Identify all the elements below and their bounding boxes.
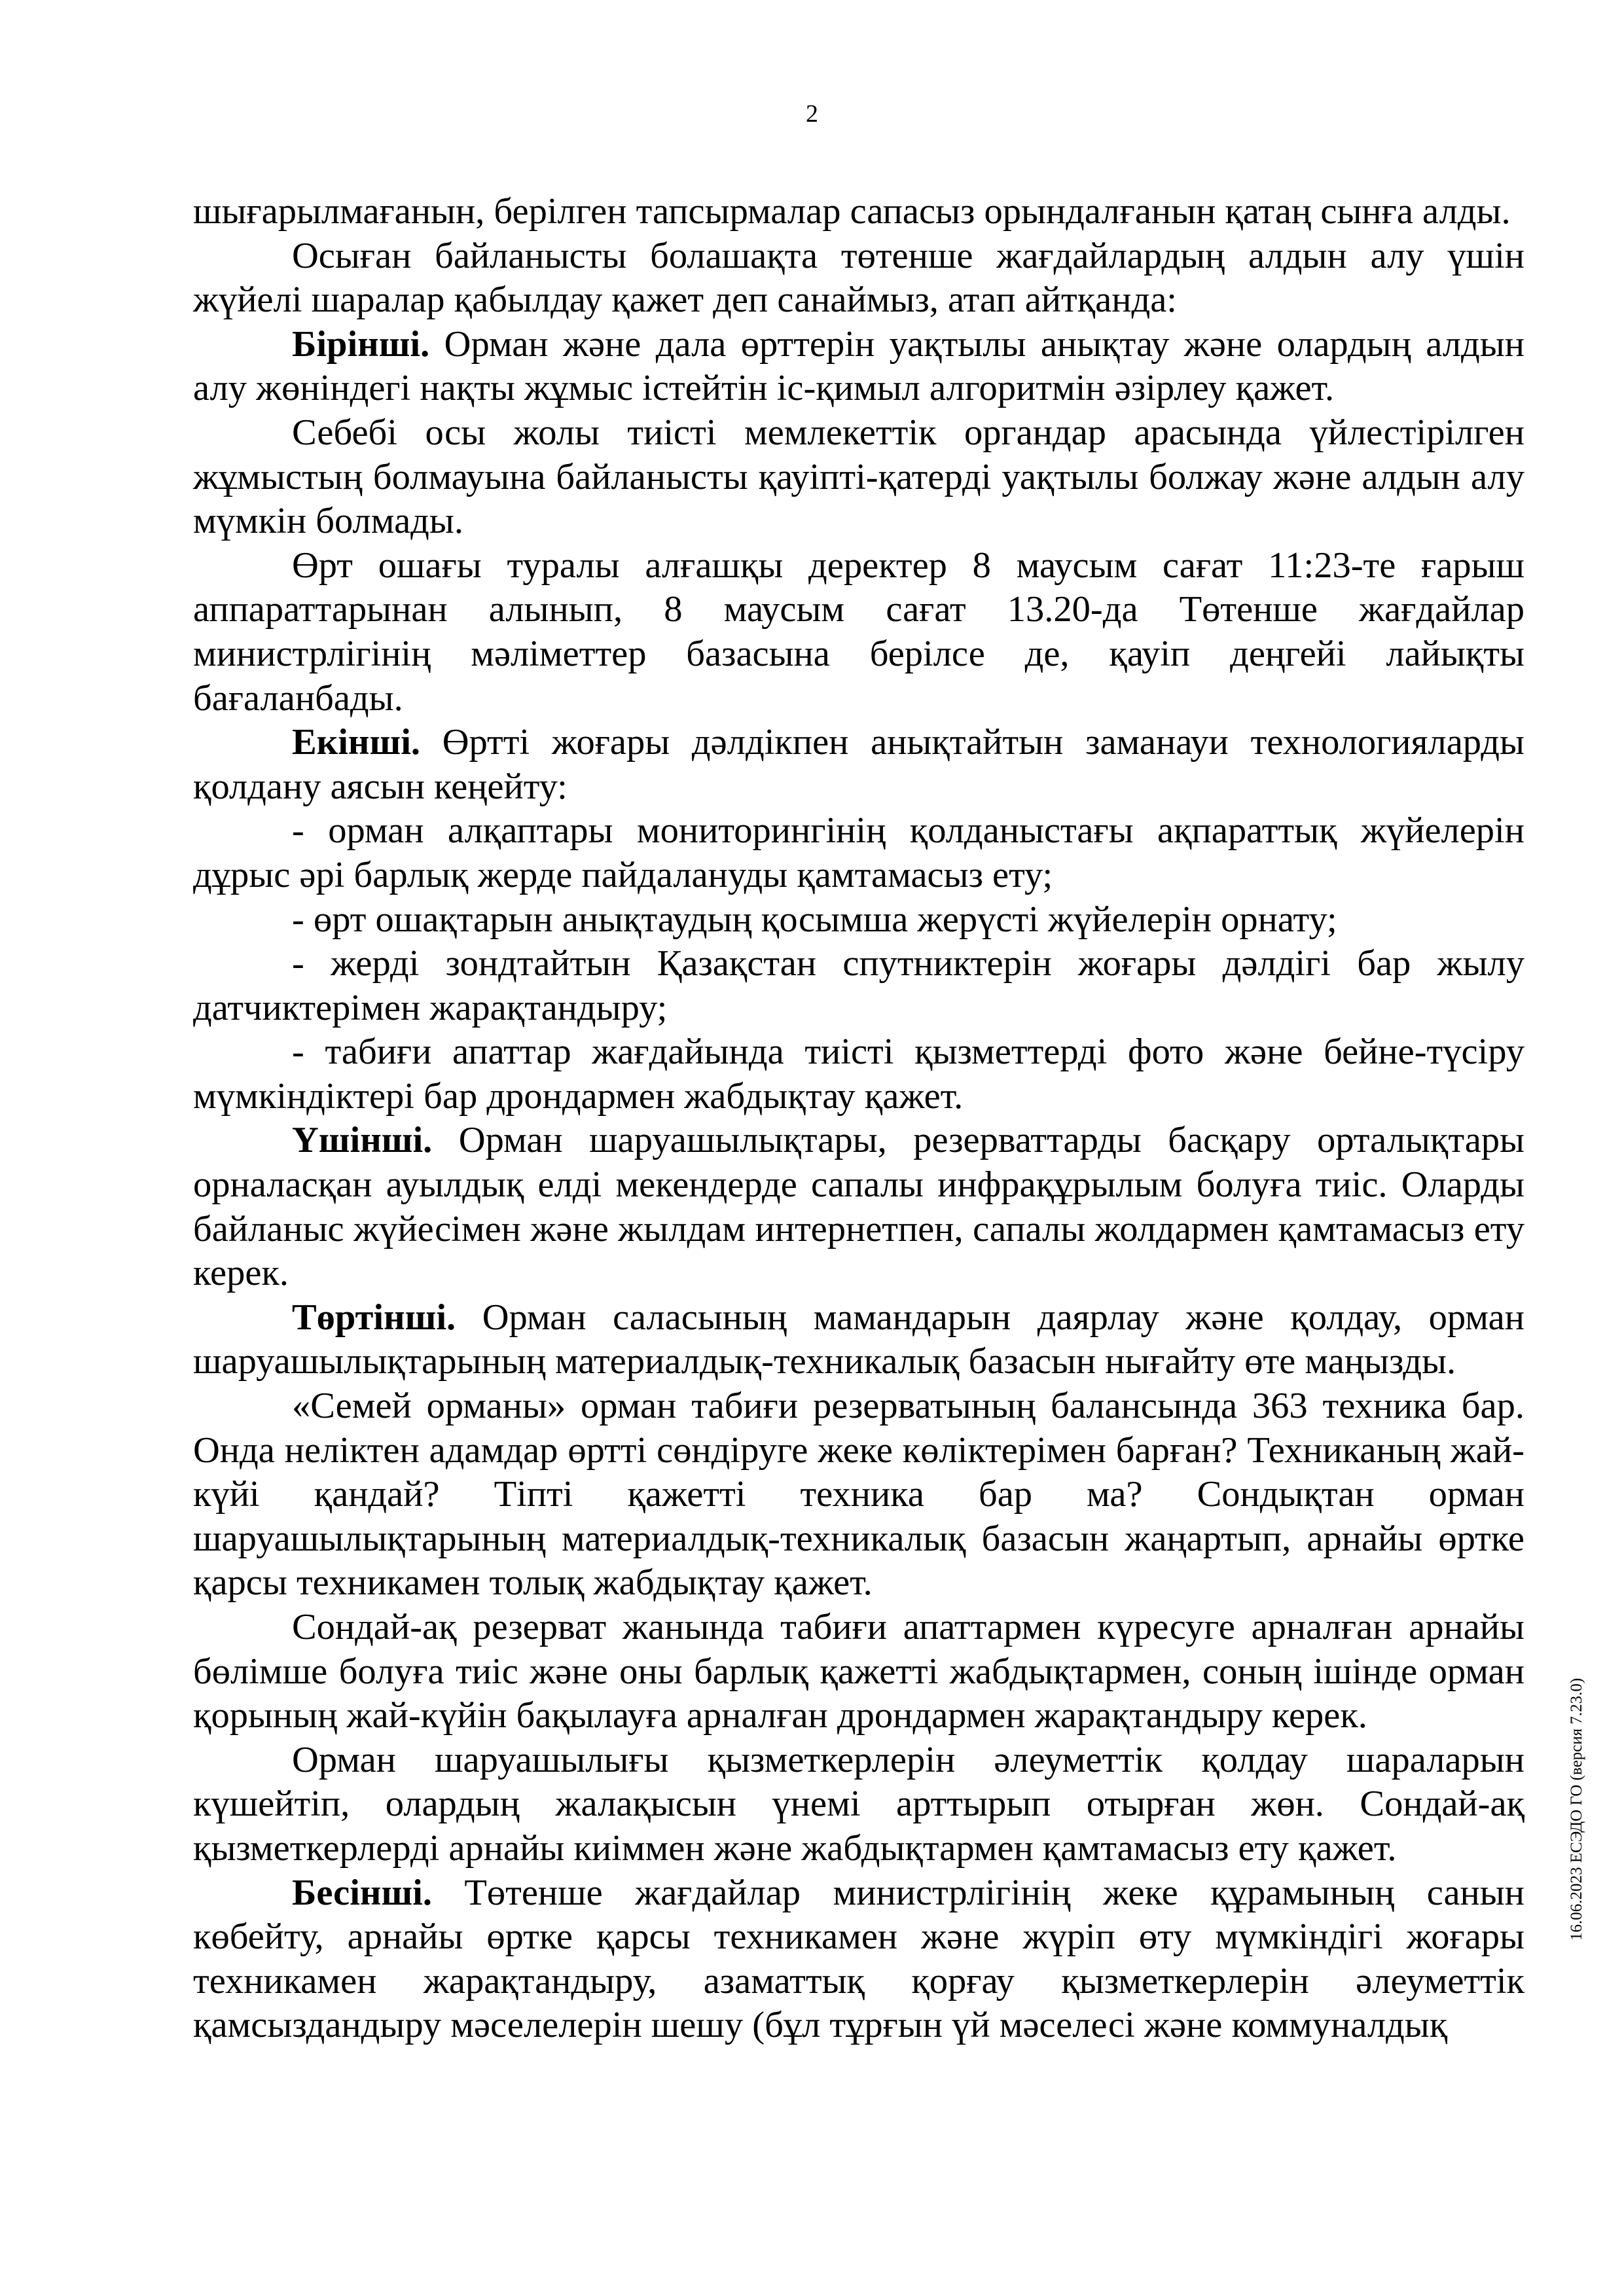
section-heading: Үшінші. [292, 1120, 433, 1161]
paragraph: Бесінші. Төтенше жағдайлар министрлігінің жеке құрамының санын көбейту, арнайы өртке қарсы техникамен және жүріп өту мүмкіндігі жоғары техникамен жарақтандыру, азаматтық қорғау қызметкерлерін әлеуметтік қамсыздандыру мәселелерін шешу (бұл тұрғын үй мәселесі және коммуналдық [193, 1872, 1525, 2046]
registration-stamp: 16.06.2023 ЕСЭДО ГО (версия 7.23.0) [1568, 1677, 1585, 1941]
paragraph: Бірінші. Орман және дала өрттерін уақтылы анықтау және олардың алдын алу жөніндегі нақты жұмыс істейтін іс-қимыл алгоритмін әзірлеу қажет. [193, 323, 1525, 409]
paragraph: Өрт ошағы туралы алғашқы деректер 8 маусым сағат 11:23-те ғарыш аппараттарынан алынып, 8 маусым сағат 13.20-да Төтенше жағдайлар министрлігінің мәліметтер базасына берілсе де, қауіп деңгейі лайықты бағаланбады. [193, 545, 1525, 719]
list-item: - орман алқаптары мониторингінің қолданыстағы ақпараттық жүйелерін дұрыс әрі барлық жерде пайдалануды қамтамасыз ету; [193, 810, 1525, 895]
paragraph: Себебі осы жолы тиісті мемлекеттік органдар арасында үйлестірілген жұмыстың болмауына байланысты қауіпті-қатерді уақтылы болжау және алдын алу мүмкін болмады. [193, 412, 1525, 542]
section-heading: Бірінші. [292, 323, 430, 365]
list-item: - табиғи апаттар жағдайында тиісті қызметтерді фото және бейне-түсіру мүмкіндіктері бар дрондармен жабдықтау қажет. [193, 1031, 1525, 1117]
list-item: - жерді зондтайтын Қазақстан спутниктерін жоғары дәлдігі бар жылу датчиктерімен жарақтандыру; [193, 943, 1525, 1028]
paragraph: Үшінші. Орман шаруашылықтары, резерваттарды басқару орталықтары орналасқан ауылдық елді мекендерде сапалы инфрақұрылым болуға тиіс. Оларды байланыс жүйесімен және жылдам интернетпен, сапалы жолдармен қамтамасыз ету керек. [193, 1120, 1525, 1294]
list-item: - өрт ошақтарын анықтаудың қосымша жерүсті жүйелерін орнату; [292, 899, 1337, 940]
section-heading: Бесінші. [292, 1872, 432, 1913]
paragraph: шығарылмағанын, берілген тапсырмалар сапасыз орындалғанын қатаң сынға алды. [193, 191, 1511, 232]
paragraph: «Семей орманы» орман табиғи резерватының балансында 363 техника бар. Онда неліктен адамдар өртті сөндіруге жеке көліктерімен барған? Техниканың жай-күйі қандай? Тіпті қажетті техника бар ма? Сондықтан орман шаруашылықтарының материалдық-техникалық базасын жаңартып, арнайы өртке қарсы техникамен толық жабдықтау қажет. [193, 1386, 1525, 1604]
document-body [193, 190, 1525, 2048]
page-number: 2 [806, 100, 818, 128]
paragraph: Екінші. Өртті жоғары дәлдікпен анықтайтын заманауи технологияларды қолдану аясын кеңейту: [193, 722, 1525, 807]
paragraph: Сондай-ақ резерват жанында табиғи апаттармен күресуге арналған арнайы бөлімше болуға тиіс және оны барлық қажетті жабдықтармен, соның ішінде орман қорының жай-күйін бақылауға арналған дрондармен жарақтандыру керек. [193, 1607, 1525, 1736]
paragraph: Осыған байланысты болашақта төтенше жағдайлардың алдын алу үшін жүйелі шаралар қабылдау қажет деп санаймыз, атап айтқанда: [193, 235, 1525, 321]
section-heading: Екінші. [292, 722, 421, 763]
section-heading: Төртінші. [292, 1297, 456, 1338]
paragraph: Орман шаруашылығы қызметкерлерін әлеуметтік қолдау шараларын күшейтіп, олардың жалақысын үнемі арттырып отырған жөн. Сондай-ақ қызметкерлерді арнайы киіммен және жабдықтармен қамтамасыз ету қажет. [193, 1739, 1525, 1869]
paragraph: Төртінші. Орман саласының мамандарын даярлау және қолдау, орман шаруашылықтарының материалдық-техникалық базасын нығайту өте маңызды. [193, 1297, 1525, 1382]
